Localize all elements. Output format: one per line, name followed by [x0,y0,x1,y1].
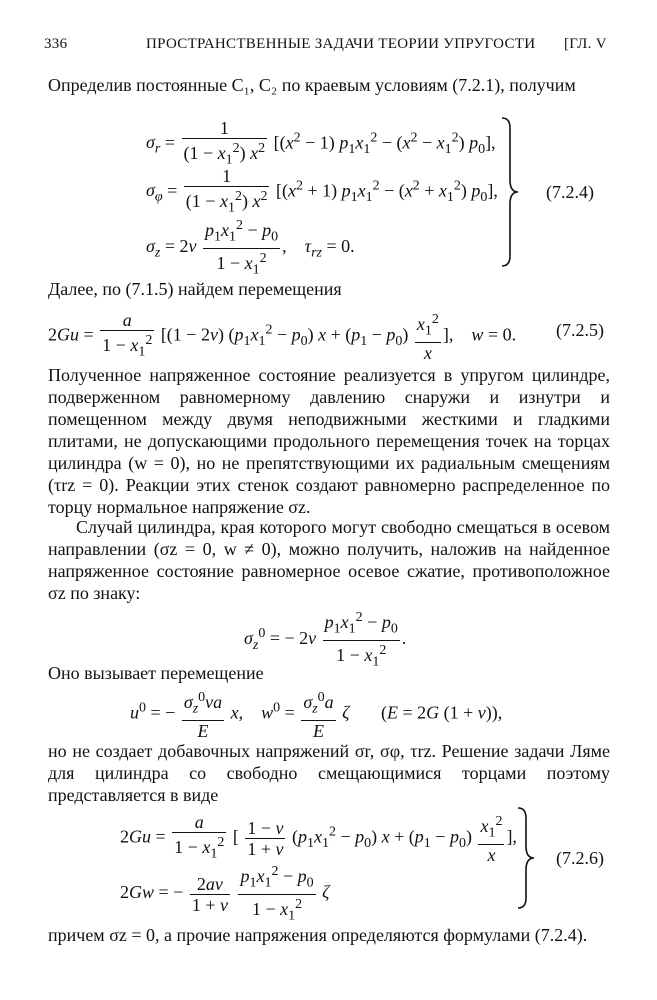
paragraph-1: Определив постоянные C₁, C₂ по краевым условиям (7.2.1), получим [48,75,576,95]
equation-sigma-phi: $\sigma_\varphi$ = $\frac{1}{(1 - x_1^2) x^2}$ [$(x^2 + 1) p_1x_1^2 - (x^2 + x_1^2)$ $p_0$], [146,166,498,216]
running-title: ПРОСТРАНСТВЕННЫЕ ЗАДАЧИ ТЕОРИИ УПРУГОСТИ [146,36,536,52]
right-brace [500,116,524,268]
paragraph-3: Полученное напряженное состояние реализуется в упругом цилиндре, подверженном равномерному давлению снаружи и изнутри и помещенном между двумя неподвижными жесткими и гладкими плитами, не допускающими продольного перемещения точек на торцах цилиндра (w = 0), но не препятствующими их радиальным смещениям (τrz = 0). Реакции этих стенок создают равномерно распределенное по торцу нормальное напряжение σz. [48,365,610,517]
equation-sigma-r: $\sigma_r$ = $\frac{1}{(1 - x_1^2) x^2}$ [$(x^2 - 1) p_1x_1^2 - (x^2 - x_1^2)$ $p_0$], [146,118,496,168]
equation-sigma-z0: $\sigma_z^0$ = − 2ν $\frac{p_1x_1^2 - p_0}{1 - x_1^2}$ . [244,610,407,670]
equation-2Gu: 2Gu = $\frac{a}{1 - x_1^2}$ [(1 − 2ν) $(p_1x_1^2 - p_0) x + (p_1 - p_0)$ $\frac{x_1^2}{x}$ ], w = 0. [48,310,517,363]
equation-number: (7.2.5) [556,320,604,340]
paragraph-5: Оно вызывает перемещение [48,663,264,683]
equation-sigma-z: $\sigma_z = 2\nu$ $\frac{p_1x_1^2 - p_0}{1 - x_1^2}$ , $\tau_{rz} = 0$. [146,218,355,278]
paragraph-7: причем σz = 0, а прочие напряжения определяются формулами (7.2.4). [48,925,588,945]
paragraph-6: но не создает добавочных напряжений σr, σφ, τrz. Решение задачи Ляме для цилиндра со свободно смещающимися торцами поэтому представляется в виде [48,741,610,805]
paragraph-4: Случай цилиндра, края которого могут свободно смещаться в осевом направлении (σz = 0, w ≠ 0), можно получить, наложив на найденное напряженное состояние равномерное осевое сжатие, противоположное σz по знаку: [48,517,610,603]
equation-2Gu-free: 2Gu = $\frac{a}{1 - x_1^2}$ [ $\frac{1 - \nu}{1 + \nu}$ $(p_1x_1^2 - p_0) x + (p_1 - p_0)$ $\frac{x_1^2}{x}$ ], [120,812,517,865]
equation-2Gw-free: 2Gw = − $\frac{2a\nu}{1 + \nu}$ $\frac{p_1x_1^2 - p_0}{1 - x_1^2}$ ζ [120,864,330,924]
equation-displacement: $u^0$ = − $\frac{\sigma_z^0\nu a}{E}$ x, $w^0$ = $\frac{\sigma_z^0a}{E}$ ζ (E = 2G (1 + ν)), [130,690,503,741]
eq-text-sigma-r [0,0,1,1]
paragraph-2: Далее, по (7.1.5) найдем перемещения [48,279,342,299]
right-brace [516,806,540,910]
equation-number: (7.2.6) [556,848,604,868]
page-number: 336 [44,36,68,52]
chapter-label: [ГЛ. V [564,36,607,52]
equation-number: (7.2.4) [546,182,594,202]
